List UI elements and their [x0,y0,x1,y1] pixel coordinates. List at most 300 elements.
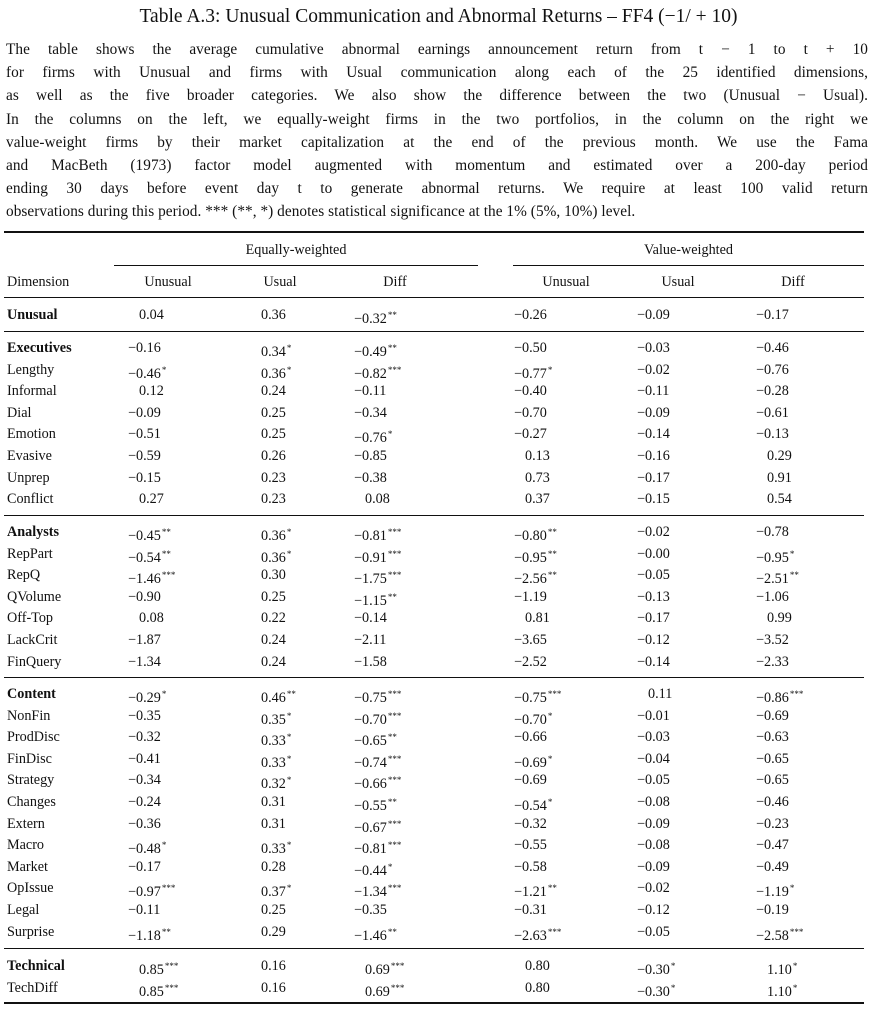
cell-vw-usual [637,361,670,379]
group-underline [114,265,478,266]
cell-vw-diff [756,707,789,725]
cell-eq-usual [261,306,286,324]
cell-value: −1.87 [128,632,161,648]
caption-line: for firms with Unusual and firms with Usual communication along each of the 25 identified dimensions, [6,64,868,82]
cell-eq-usual [261,523,291,545]
cell-value: −0.08 [637,837,670,854]
section-rule [4,515,864,516]
row-dimension-label: Macro [7,837,45,854]
significance-stars: * [161,689,167,699]
cell-eq-unusual [128,771,161,789]
significance-stars: * [792,961,798,971]
cell-eq-unusual [139,957,178,979]
cell-eq-diff [354,609,387,627]
cell-vw-usual [637,653,670,671]
cell-value: −0.14 [637,653,670,670]
cell-value: 0.25 [261,902,286,918]
significance-stars: *** [387,775,402,786]
cell-eq-diff [365,979,404,1001]
significance-stars: *** [789,689,804,699]
cell-eq-unusual [128,545,171,567]
cell-eq-usual [261,879,291,901]
significance-stars: *** [387,364,402,375]
cell-vw-unusual [514,901,547,919]
cell-vw-unusual [514,306,547,324]
cell-value: 0.12 [139,383,164,400]
cell-value: 0.34 [261,344,286,360]
row-dimension-label: Evasive [7,448,52,464]
cell-value: 0.36 [261,549,286,566]
cell-eq-unusual [128,793,161,811]
significance-stars: * [286,527,292,537]
cell-eq-unusual [128,685,166,707]
cell-value: 0.33 [261,733,286,750]
cell-value: −0.46 [756,794,789,810]
cell-eq-diff [354,631,386,649]
cell-value: −0.03 [637,340,670,356]
caption-line: as well as the five broader categories. We also show the difference between the two (Unusual − Usual). [6,87,868,105]
column-header-unusual: Unusual [144,274,192,290]
cell-vw-unusual [514,404,547,422]
significance-stars: *** [387,548,402,559]
cell-eq-unusual [128,879,175,901]
cell-value: −2.52 [514,653,547,670]
cell-eq-usual [261,957,286,975]
row-dimension-label: Analysts [7,524,60,540]
significance-stars: *** [161,883,176,894]
section-rule [4,677,864,678]
cell-eq-diff [354,447,387,465]
table-caption [6,38,868,224]
cell-eq-unusual [128,653,161,671]
cell-eq-diff [354,566,401,588]
significance-stars: ** [286,689,296,699]
row-dimension-label: Dial [7,404,32,421]
significance-stars: ** [547,527,557,537]
cell-vw-diff [756,815,789,833]
cell-vw-usual [648,685,672,703]
cell-value: −1.34 [354,884,387,901]
cell-vw-diff [756,339,789,357]
cell-value: −0.16 [128,340,161,356]
cell-value: −0.13 [756,426,789,443]
cell-value: 0.23 [261,491,286,508]
row-dimension-label: FinQuery [7,653,62,670]
cell-value: 0.91 [767,469,792,486]
cell-value: 0.28 [261,858,286,875]
cell-value: 0.08 [139,610,164,627]
cell-eq-diff [354,588,397,610]
cell-value: 0.46 [261,690,286,706]
cell-eq-diff [354,728,397,750]
caption-line: ending 30 days before event day t to generate abnormal returns. We require at least 100 valid return [6,180,868,198]
significance-stars: *** [387,710,402,721]
cell-value: 0.33 [261,754,286,771]
cell-vw-usual [637,879,670,897]
cell-vw-unusual [514,793,552,815]
cell-eq-unusual [128,836,166,858]
cell-value: 0.25 [261,588,286,605]
column-header-usual: Usual [263,274,297,290]
cell-value: −0.82 [354,365,387,382]
cell-value: 0.25 [261,404,286,421]
row-dimension-label: Strategy [7,772,55,789]
cell-vw-diff [756,545,794,567]
cell-value: −1.46 [128,571,161,588]
cell-value: −0.05 [637,567,670,584]
cell-vw-unusual [514,728,547,746]
cell-value: 0.31 [261,815,286,832]
cell-value: 0.81 [525,610,550,627]
cell-value: −0.02 [637,524,670,540]
significance-stars: * [286,343,292,353]
cell-vw-usual [637,957,675,979]
cell-value: 0.30 [261,567,286,584]
row-dimension-label: Unusual [7,307,58,323]
significance-stars: * [286,364,292,375]
cell-vw-usual [637,545,670,563]
caption-line: and MacBeth (1973) factor model augmented with momentum and estimated over a 200-day period [6,157,868,175]
cell-value: −0.09 [637,307,670,323]
cell-vw-diff [756,901,789,919]
cell-eq-diff [354,469,387,487]
cell-value: 0.37 [525,491,550,508]
cell-value: −0.75 [514,690,547,706]
cell-vw-diff [756,879,794,901]
significance-stars: ** [547,570,557,581]
cell-value: −3.65 [514,632,547,648]
cell-eq-unusual [139,306,164,324]
cell-eq-unusual [128,339,161,357]
cell-vw-usual [637,306,670,324]
cell-value: −0.15 [128,469,161,486]
cell-value: −1.34 [128,653,161,670]
cell-vw-unusual [514,523,557,545]
cell-value: −0.46 [756,340,789,356]
cell-vw-diff [756,836,789,854]
cell-value: −0.30 [637,983,670,1000]
cell-value: −0.81 [354,528,387,544]
cell-value: −0.29 [128,690,161,706]
cell-value: −0.54 [514,798,547,814]
cell-eq-diff [354,923,397,945]
cell-value: −0.14 [637,426,670,443]
cell-eq-diff [354,425,392,447]
cell-value: 0.37 [261,884,286,901]
cell-eq-usual [261,750,291,772]
cell-value: 0.35 [261,711,286,728]
cell-eq-unusual [128,707,161,725]
cell-value: −0.08 [637,794,670,810]
cell-value: −0.03 [637,729,670,746]
row-dimension-label: TechDiff [7,979,58,996]
cell-value: −0.49 [756,858,789,875]
cell-value: −2.58 [756,927,789,944]
cell-value: 0.33 [261,841,286,858]
cell-vw-usual [637,728,670,746]
cell-value: 0.16 [261,958,286,974]
cell-vw-usual [637,404,670,422]
cell-value: 0.31 [261,794,286,810]
cell-value: 0.80 [525,979,550,996]
cell-value: −1.75 [354,571,387,588]
cell-value: −0.24 [128,794,161,810]
cell-value: −0.09 [637,815,670,832]
cell-value: −0.65 [354,733,387,750]
significance-stars: * [547,710,553,721]
cell-eq-unusual [128,588,161,606]
cell-value: −0.09 [128,404,161,421]
cell-value: 0.24 [261,632,286,648]
cell-eq-diff [354,685,401,707]
cell-value: 0.80 [525,958,550,974]
significance-stars: *** [547,689,562,699]
cell-value: 0.26 [261,448,286,464]
significance-stars: ** [161,926,171,937]
cell-value: −0.69 [514,772,547,789]
significance-stars: ** [547,883,557,894]
row-dimension-label: Emotion [7,426,56,443]
cell-vw-diff [756,361,789,379]
cell-value: −0.11 [637,383,670,400]
cell-vw-unusual [525,447,550,465]
cell-value: −0.23 [756,815,789,832]
cell-value: −0.36 [128,815,161,832]
cell-value: 0.24 [261,383,286,400]
cell-value: 0.85 [139,983,164,1000]
cell-eq-diff [354,858,392,880]
cell-vw-unusual [514,631,547,649]
cell-vw-usual [637,858,670,876]
cell-value: −0.28 [756,383,789,400]
cell-eq-usual [261,339,291,361]
column-header-diff: Diff [383,274,407,290]
significance-stars: * [286,775,292,786]
cell-eq-diff [354,404,387,422]
significance-stars: * [547,797,553,807]
group-header-equally-weighted: Equally-weighted [245,242,347,258]
cell-vw-usual [637,588,670,606]
cell-vw-diff [756,631,789,649]
cell-eq-usual [261,653,286,671]
cell-eq-usual [261,425,286,443]
cell-value: −0.80 [514,528,547,544]
significance-stars: ** [387,591,397,602]
cell-value: −0.19 [756,902,789,918]
row-dimension-label: Lengthy [7,361,55,378]
cell-vw-diff [756,382,789,400]
column-header-unusual: Unusual [542,274,590,290]
cell-vw-usual [637,979,675,1001]
significance-stars: *** [390,961,405,971]
cell-value: −0.04 [637,750,670,767]
cell-vw-unusual [514,545,557,567]
cell-eq-diff [354,361,401,383]
cell-vw-diff [756,425,789,443]
cell-value: −0.67 [354,819,387,836]
cell-vw-diff [756,858,789,876]
significance-stars: *** [390,982,405,993]
cell-eq-diff [354,707,401,729]
cell-vw-unusual [514,879,557,901]
cell-eq-diff [354,771,401,793]
cell-vw-usual [637,609,670,627]
cell-eq-usual [261,566,286,584]
cell-vw-diff [767,490,792,508]
cell-vw-usual [637,523,670,541]
cell-value: −0.11 [128,902,161,918]
cell-value: −0.02 [637,361,670,378]
cell-eq-unusual [128,631,161,649]
cell-value: 1.10 [767,983,792,1000]
cell-eq-diff [354,879,401,901]
cell-value: −0.15 [637,491,670,508]
cell-eq-unusual [139,382,164,400]
cell-value: −0.75 [354,690,387,706]
cell-vw-usual [637,793,670,811]
column-header-dimension: Dimension [7,274,70,290]
row-dimension-label: Unprep [7,469,50,486]
cell-eq-unusual [128,447,161,465]
row-dimension-label: Content [7,686,56,702]
cell-vw-usual [637,425,670,443]
table-title: Table A.3: Unusual Communication and Abnormal Returns – FF4 (−1/ + 10) [139,6,738,27]
cell-vw-usual [637,815,670,833]
significance-stars: ** [789,570,799,581]
cell-vw-diff [756,523,789,541]
cell-value: 0.54 [767,491,792,508]
cell-value: −0.65 [756,772,789,789]
cell-eq-usual [261,858,286,876]
significance-stars: * [286,883,292,894]
cell-value: −1.19 [514,588,547,605]
significance-stars: *** [387,527,402,537]
section-rule [4,331,864,332]
cell-value: −0.51 [128,426,161,443]
cell-eq-unusual [128,425,161,443]
top-rule [4,231,864,233]
cell-eq-diff [354,836,401,858]
section-rule [4,948,864,949]
cell-vw-usual [637,382,669,400]
cell-vw-usual [637,566,670,584]
cell-vw-diff [756,923,803,945]
cell-eq-usual [261,404,286,422]
caption-line: The table shows the average cumulative abnormal earnings announcement return from t − 1 to t + 10 [6,41,868,58]
cell-value: −2.56 [514,571,547,588]
cell-eq-diff [354,523,401,545]
cell-value: −0.27 [514,426,547,443]
cell-vw-unusual [514,815,547,833]
cell-eq-usual [261,923,286,941]
cell-eq-usual [261,588,286,606]
cell-eq-usual [261,979,286,997]
cell-value: 0.23 [261,469,286,486]
cell-value: −0.91 [354,549,387,566]
cell-value: 0.36 [261,307,286,323]
cell-value: −0.17 [128,858,161,875]
cell-value: −2.63 [514,927,547,944]
cell-eq-unusual [128,404,161,422]
cell-value: 0.36 [261,528,286,544]
row-dimension-label: Surprise [7,923,55,940]
cell-vw-usual [637,771,670,789]
caption-line: observations during this period. *** (**, *) denotes statistical significance at the 1% (5%, 10%) level. [6,203,636,221]
significance-stars: * [286,753,292,764]
row-dimension-label: Off-Top [7,610,54,627]
cell-eq-unusual [128,523,171,545]
cell-vw-unusual [514,771,547,789]
cell-vw-diff [756,771,789,789]
cell-value: −0.31 [514,902,547,918]
cell-value: −0.40 [514,383,547,400]
cell-value: 0.11 [648,686,673,702]
cell-vw-usual [637,490,670,508]
cell-vw-diff [756,793,789,811]
cell-value: −0.55 [354,798,387,814]
cell-vw-unusual [514,361,552,383]
cell-value: −0.17 [637,610,670,627]
cell-eq-usual [261,609,286,627]
cell-value: −1.19 [756,884,789,901]
cell-value: −0.13 [637,588,670,605]
cell-value: −0.05 [637,772,670,789]
cell-value: −0.69 [514,754,547,771]
significance-stars: * [286,710,292,721]
cell-eq-usual [261,728,291,750]
cell-vw-unusual [525,957,550,975]
cell-value: −0.34 [354,404,387,421]
row-dimension-label: Technical [7,958,65,974]
cell-vw-usual [637,923,670,941]
cell-value: −0.90 [128,588,161,605]
row-dimension-label: QVolume [7,588,62,605]
cell-value: 0.24 [261,653,286,670]
significance-stars: * [161,840,167,851]
cell-eq-unusual [139,979,178,1001]
cell-value: −0.58 [514,858,547,875]
cell-value: −0.47 [756,837,789,854]
cell-eq-unusual [128,858,161,876]
cell-value: −0.81 [354,841,387,858]
cell-eq-usual [261,707,291,729]
cell-value: −0.00 [637,545,670,562]
cell-vw-unusual [525,609,550,627]
cell-vw-usual [637,447,670,465]
significance-stars: *** [387,883,402,894]
cell-value: −0.32 [128,729,161,746]
cell-eq-unusual [128,469,161,487]
cell-eq-unusual [128,750,161,768]
group-header-value-weighted: Value-weighted [643,242,734,258]
cell-eq-diff [354,306,397,328]
significance-stars: ** [387,732,397,743]
cell-eq-unusual [128,923,171,945]
cell-value: −1.46 [354,927,387,944]
cell-vw-unusual [514,836,547,854]
cell-value: 1.10 [767,962,792,978]
cell-value: −0.35 [128,707,161,724]
cell-eq-usual [261,490,286,508]
cell-eq-usual [261,901,286,919]
cell-vw-diff [767,447,792,465]
cell-value: −0.61 [756,404,789,421]
significance-stars: * [789,883,795,894]
cell-value: −0.35 [354,902,387,918]
cell-vw-usual [637,901,670,919]
cell-vw-unusual [514,566,557,588]
cell-eq-usual [261,361,291,383]
